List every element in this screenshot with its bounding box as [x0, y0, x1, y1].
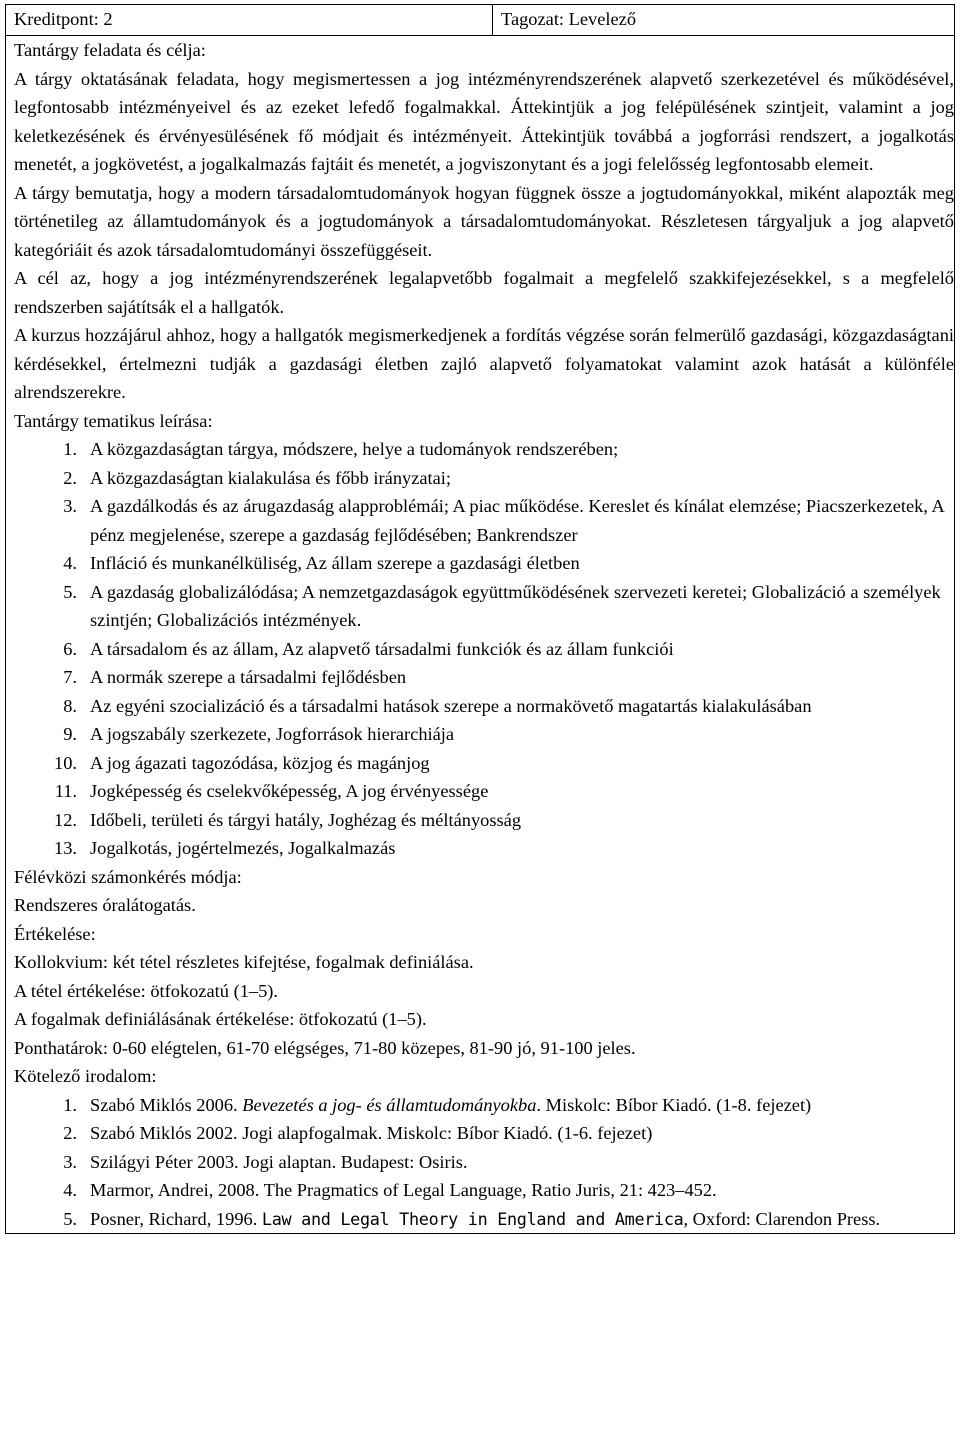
topic-item — [14, 777, 954, 806]
body-row — [6, 36, 955, 1234]
goals-paragraph-4: A kurzus hozzájárul ahhoz, hogy a hallgatók megismerkedjenek a fordítás végzése során felmerülő gazdasági, közgazdaságtani kérdésekkel, értelmezni tudják a gazdasági életben zajló alapvető folyamatokat valamint azok hatását a különféle alrendszerekre. — [14, 325, 954, 402]
topic-item — [14, 834, 954, 863]
document-page — [5, 4, 955, 1439]
literature-heading: Kötelező irodalom: — [14, 1066, 157, 1086]
topic-item — [14, 635, 954, 664]
topic-number: 9. — [63, 724, 77, 744]
topic-text: Jogképesség és cselekvőképesség, A jog érvényessége — [90, 781, 489, 801]
topic-item — [14, 464, 954, 493]
topic-text: Jogalkotás, jogértelmezés, Jogalkalmazás — [90, 838, 396, 858]
evaluation-concept-grading: A fogalmak definiálásának értékelése: ötfokozatú (1–5). — [14, 1009, 427, 1029]
topic-item — [14, 578, 954, 635]
topic-number: 5. — [63, 581, 77, 602]
literature-number: 2. — [63, 1123, 77, 1143]
literature-text: Marmor, Andrei, 2008. The Pragmatics of Legal Language, Ratio Juris, 21: 423–452. — [90, 1180, 717, 1200]
literature-number: 5. — [63, 1208, 77, 1229]
literature-list — [14, 1091, 954, 1234]
topic-number: 11. — [54, 781, 77, 801]
topic-number: 2. — [63, 467, 77, 488]
topic-text: A jogszabály szerkezete, Jogforrások hierarchiája — [90, 724, 455, 744]
goals-paragraph-2: A tárgy bemutatja, hogy a modern társadalomtudományok hogyan függnek össze a jogtudományokkal, miként alapozták meg történetileg az államtudományok és a jogtudományok a társadalomtudományokat. Részletesen tárgyaljuk a jog alapvető kategóriáit és azok társadalomtudományi összefüggéseit. — [14, 182, 954, 260]
topic-text: A normák szerepe a társadalmi fejlődésben — [90, 667, 407, 687]
topic-text: A gazdaság globalizálódása; A nemzetgazdaságok együttműködésének szervezeti keretei; Globalizáció a személyek szintjén; Globalizációs intézmények. — [90, 581, 941, 630]
literature-number: 3. — [63, 1151, 77, 1172]
topic-number: 7. — [63, 667, 77, 687]
literature-item — [14, 1119, 954, 1148]
topic-item — [14, 749, 954, 778]
literature-item — [14, 1091, 954, 1120]
topic-item — [14, 806, 954, 835]
topic-text: Infláció és munkanélküliség, Az állam szerepe a gazdasági életben — [90, 553, 580, 573]
goals-paragraph-1: A tárgy oktatásának feladata, hogy megismertessen a jog intézményrendszerének alapvető szerkezetével és működésével, legfontosabb intézményeivel és az ezeket lefedő fogalmakkal. Áttekintjük a jog felépülésének szintjeit, valamint a jog keletkezésének és érvényesülésének fő módjait és intézményeit. Áttekintjük továbbá a jogforrási rendszert, a jogalkotás menetét, a jogkövetést, a jogalkalmazás fajtáit és menetét, a jogviszonytant és a jogi felelősség legfontosabb elemeit. — [14, 68, 954, 174]
topic-text: Időbeli, területi és tárgyi hatály, Joghézag és méltányosság — [90, 809, 522, 830]
literature-item — [14, 1205, 954, 1234]
study-track: Tagozat: Levelező — [493, 5, 955, 36]
evaluation-heading: Értékelése: — [14, 923, 96, 944]
topic-item — [14, 720, 954, 749]
topic-item — [14, 663, 954, 692]
topic-item — [14, 692, 954, 721]
topic-item — [14, 492, 954, 549]
topic-number: 12. — [54, 809, 77, 830]
topic-text: A gazdálkodás és az árugazdaság alapproblémái; A piac működése. Kereslet és kínálat elemzése; Piacszerkezetek, A pénz megjelenése, szerepe a gazdaság fejlődésében; Bankrendszer — [90, 496, 944, 545]
literature-text: Posner, Richard, 1996. — [90, 1208, 262, 1229]
topic-text: Az egyéni szocializáció és a társadalmi hatások szerepe a normakövető magatartás kialakulásában — [90, 695, 812, 716]
evaluation-topic-grading: A tétel értékelése: ötfokozatú (1–5). — [14, 980, 279, 1001]
literature-title: Bevezetés a jog- és államtudományokba — [242, 1094, 537, 1115]
literature-title: Law and Legal Theory in England and America — [261, 1208, 684, 1229]
topic-text: A közgazdaságtan tárgya, módszere, helye a tudományok rendszerében; — [90, 439, 619, 459]
evaluation-score-thresholds: Ponthatárok: 0-60 elégtelen, 61-70 elégséges, 71-80 közepes, 81-90 jó, 91-100 jeles. — [14, 1037, 636, 1058]
midterm-method: Rendszeres óralátogatás. — [14, 895, 196, 915]
literature-number: 1. — [63, 1094, 77, 1115]
literature-text-end: , Oxford: Clarendon Press. — [683, 1208, 881, 1229]
topic-text: A jog ágazati tagozódása, közjog és magánjog — [90, 752, 430, 773]
topic-number: 6. — [63, 638, 77, 659]
literature-number: 4. — [63, 1180, 77, 1200]
topic-number: 13. — [54, 838, 77, 858]
literature-text: Szabó Miklós 2006. — [90, 1094, 243, 1115]
literature-text: Szilágyi Péter 2003. Jogi alaptan. Budapest: Osiris. — [90, 1151, 468, 1172]
credit-points: Kreditpont: 2 — [6, 5, 493, 36]
topic-item — [14, 435, 954, 464]
literature-text: Szabó Miklós 2002. Jogi alapfogalmak. Miskolc: Bíbor Kiadó. (1-6. fejezet) — [90, 1123, 653, 1143]
header-row — [6, 5, 955, 36]
goals-heading: Tantárgy feladata és célja: — [14, 40, 206, 60]
topics-list — [14, 435, 954, 863]
topic-text: A társadalom és az állam, Az alapvető társadalmi funkciók és az állam funkciói — [90, 638, 674, 659]
course-description — [6, 36, 955, 1234]
course-table — [5, 4, 955, 1234]
topic-number: 8. — [63, 695, 77, 716]
goals-paragraph-3: A cél az, hogy a jog intézményrendszerének legalapvetőbb fogalmait a megfelelő szakkifejezésekkel, s a megfelelő rendszerben sajátítsák el a hallgatók. — [14, 268, 954, 317]
topic-number: 3. — [63, 496, 77, 516]
topic-item — [14, 549, 954, 578]
evaluation-exam: Kollokvium: két tétel részletes kifejtése, fogalmak definiálása. — [14, 952, 474, 972]
topic-number: 1. — [63, 439, 77, 459]
literature-item — [14, 1148, 954, 1177]
topics-heading: Tantárgy tematikus leírása: — [14, 410, 213, 431]
literature-item — [14, 1176, 954, 1205]
topic-text: A közgazdaságtan kialakulása és főbb irányzatai; — [90, 467, 452, 488]
topic-number: 4. — [63, 553, 77, 573]
midterm-heading: Félévközi számonkérés módja: — [14, 866, 242, 887]
literature-text-end: . Miskolc: Bíbor Kiadó. (1-8. fejezet) — [536, 1094, 812, 1115]
topic-number: 10. — [54, 752, 77, 773]
